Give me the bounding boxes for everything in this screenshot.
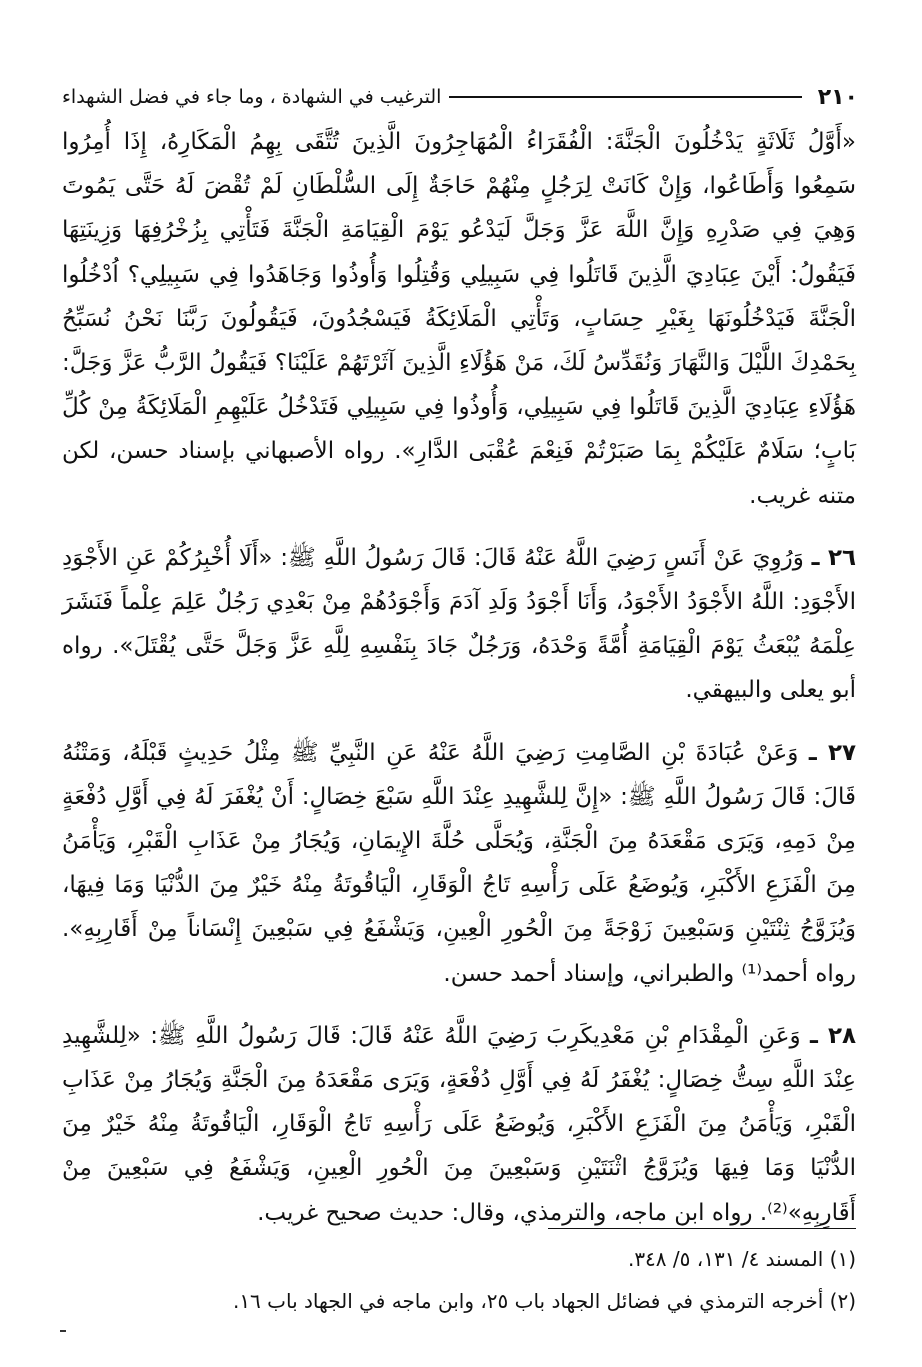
footnote-marker: (٢) (829, 1289, 856, 1313)
footnote (62, 1280, 856, 1322)
running-title: الترغيب في الشهادة ، وما جاء في فضل الشهداء (62, 86, 442, 108)
hadith-number: ٢٨ ـ (810, 1022, 857, 1049)
footnote-separator (548, 1228, 856, 1229)
hadith-paragraph (62, 536, 856, 713)
hadith-number: ٢٧ ـ (808, 739, 857, 766)
page-header (62, 82, 858, 112)
hadith-number: ٢٦ ـ (811, 544, 857, 571)
footnote-marker: (١) (829, 1247, 856, 1271)
hadith-text: «أَوَّلُ ثَلَاثَةٍ يَدْخُلُونَ الْجَنَّةَ: الْفُقَرَاءُ الْمُهَاجِرُونَ الَّذِينَ تُتَّقَى بِهِمُ الْمَكَارِهُ، إِذَا أُمِرُوا سَمِعُوا وَأَطَاعُوا، وَإِنْ كَانَتْ لِرَجُلٍ مِنْهُمْ حَاجَةٌ إِلَى السُّلْطَانِ لَمْ تُقْضَ لَهُ حَتَّى يَمُوتَ وَهِيَ فِي صَدْرِهِ وَإِنَّ اللَّهَ عَزَّ وَجَلَّ لَيَدْعُو يَوْمَ الْقِيَامَةِ الْجَنَّةَ فَتَأْتِي بِزُخْرُفِهَا وَزِينَتِهَا فَيَقُولُ: أَيْنَ عِبَادِيَ الَّذِينَ قَاتَلُوا فِي سَبِيلِي وَقُتِلُوا وَأُوذُوا وَجَاهَدُوا فِي سَبِيلِي؟ اُدْخُلُوا الْجَنَّةَ فَيَدْخُلُونَهَا بِغَيْرِ حِسَابٍ، وَتَأْتِي الْمَلَائِكَةُ فَيَسْجُدُونَ، فَيَقُولُونَ رَبَّنَا نَحْنُ نُسَبِّحُ بِحَمْدِكَ اللَّيْلَ وَالنَّهَارَ وَنُقَدِّسُ لَكَ، مَنْ هَؤُلَاءِ الَّذِينَ آثَرْتَهُمْ عَلَيْنَا؟ فَيَقُولُ الرَّبُّ عَزَّ وَجَلَّ: هَؤُلَاءِ عِبَادِيَ الَّذِينَ قَاتَلُوا فِي سَبِيلِي، وَأُوذُوا فِي سَبِيلِي فَتَدْخُلُ عَلَيْهِمِ الْمَلَائِكَةُ مِنْ كُلِّ بَابٍ؛ سَلَامٌ عَلَيْكُمْ بِمَا صَبَرْتُمْ فَنِعْمَ عُقْبَى الدَّارِ». رواه الأصبهاني بإسناد حسن، لكن متنه غريب. (62, 129, 856, 509)
hadith-paragraph (62, 731, 856, 996)
footnote-text: المسند ٤/ ١٣١، ٥/ ٣٤٨. (627, 1247, 824, 1271)
page-number: ٢١٠ (817, 84, 858, 110)
hadith-paragraph (62, 1014, 856, 1235)
footnote-text: أخرجه الترمذي في فضائل الجهاد باب ٢٥، وابن ماجه في الجهاد باب ١٦. (232, 1289, 824, 1313)
footnote (62, 1238, 856, 1280)
print-mark (60, 1330, 66, 1332)
page-body (62, 120, 856, 1253)
header-rule (449, 96, 801, 98)
hadith-text: وَرُوِيَ عَنْ أَنَسٍ رَضِيَ اللَّهُ عَنْهُ قَالَ: قَالَ رَسُولُ اللَّهِ ﷺ: «أَلَا أُخْبِرُكُمْ عَنِ الأَجْوَدِ الأَجْوَدِ: اللَّهُ الأَجْوَدُ الأَجْوَدُ، وَأَنَا أَجْوَدُ وَلَدِ آدَمَ وَأَجْوَدُهُمْ مِنْ بَعْدِي رَجُلٌ عَلِمَ عِلْماً فَنَشَرَ عِلْمَهُ يُبْعَثُ يَوْمَ الْقِيَامَةِ أُمَّةً وَحْدَهُ، وَرَجُلٌ جَادَ بِنَفْسِهِ لِلَّهِ عَزَّ وَجَلَّ حَتَّى يُقْتَلَ». رواه أبو يعلى والبيهقي. (62, 544, 856, 704)
hadith-paragraph (62, 120, 856, 518)
hadith-text: وَعَنْ عُبَادَةَ بْنِ الصَّامِتِ رَضِيَ اللَّهُ عَنْهُ عَنِ النَّبِيِّ ﷺ مِثْلُ حَدِيثٍ قَبْلَهُ، وَمَتْنُهُ قَالَ: قَالَ رَسُولُ اللَّهِ ﷺ: «إِنَّ لِلشَّهِيدِ عِنْدَ اللَّهِ سَبْعَ خِصَالٍ: أَنْ يُغْفَرَ لَهُ فِي أَوَّلِ دُفْعَةٍ مِنْ دَمِهِ، وَيَرَى مَقْعَدَهُ مِنَ الْجَنَّةِ، وَيُحَلَّى حُلَّةَ الإِيمَانِ، وَيُجَارُ مِنْ عَذَابِ الْقَبْرِ، وَيَأْمَنُ مِنَ الْفَزَعِ الأَكْبَرِ، وَيُوضَعُ عَلَى رَأْسِهِ تَاجُ الْوَقَارِ، الْيَاقُوتَةُ مِنْهُ خَيْرٌ مِنَ الدُّنْيَا وَمَا فِيهَا، وَيُزَوَّجُ ثِنْتَيْنِ وَسَبْعِينَ زَوْجَةً مِنَ الْحُورِ الْعِينِ، وَيَشْفَعُ فِي سَبْعِينَ إِنْسَاناً مِنْ أَقَارِبِهِ». رواه أحمد⁽¹⁾ والطبراني، وإسناد أحمد حسن. (62, 739, 856, 987)
footnotes (62, 1238, 856, 1322)
hadith-text: وَعَنِ الْمِقْدَامِ بْنِ مَعْدِيكَرِبَ رَضِيَ اللَّهُ عَنْهُ قَالَ: قَالَ رَسُولُ اللَّهِ ﷺ: «لِلشَّهِيدِ عِنْدَ اللَّهِ سِتُّ خِصَالٍ: يُغْفَرُ لَهُ فِي أَوَّلِ دُفْعَةٍ، وَيَرَى مَقْعَدَهُ مِنَ الْجَنَّةِ وَيُجَارُ مِنْ عَذَابِ الْقَبْرِ، وَيَأْمَنُ مِنَ الْفَزَعِ الأَكْبَرِ، وَيُوضَعُ عَلَى رَأْسِهِ تَاجُ الْوَقَارِ، الْيَاقُوتَةُ مِنْهُ خَيْرٌ مِنَ الدُّنْيَا وَمَا فِيهَا وَيُزَوَّجُ اثْنَتَيْنِ وَسَبْعِينَ مِنَ الْحُورِ الْعِينِ، وَيَشْفَعُ فِي سَبْعِينَ مِنْ أَقَارِبِهِ»⁽²⁾. رواه ابن ماجه، والترمذي، وقال: حديث صحيح غريب. (62, 1022, 856, 1226)
